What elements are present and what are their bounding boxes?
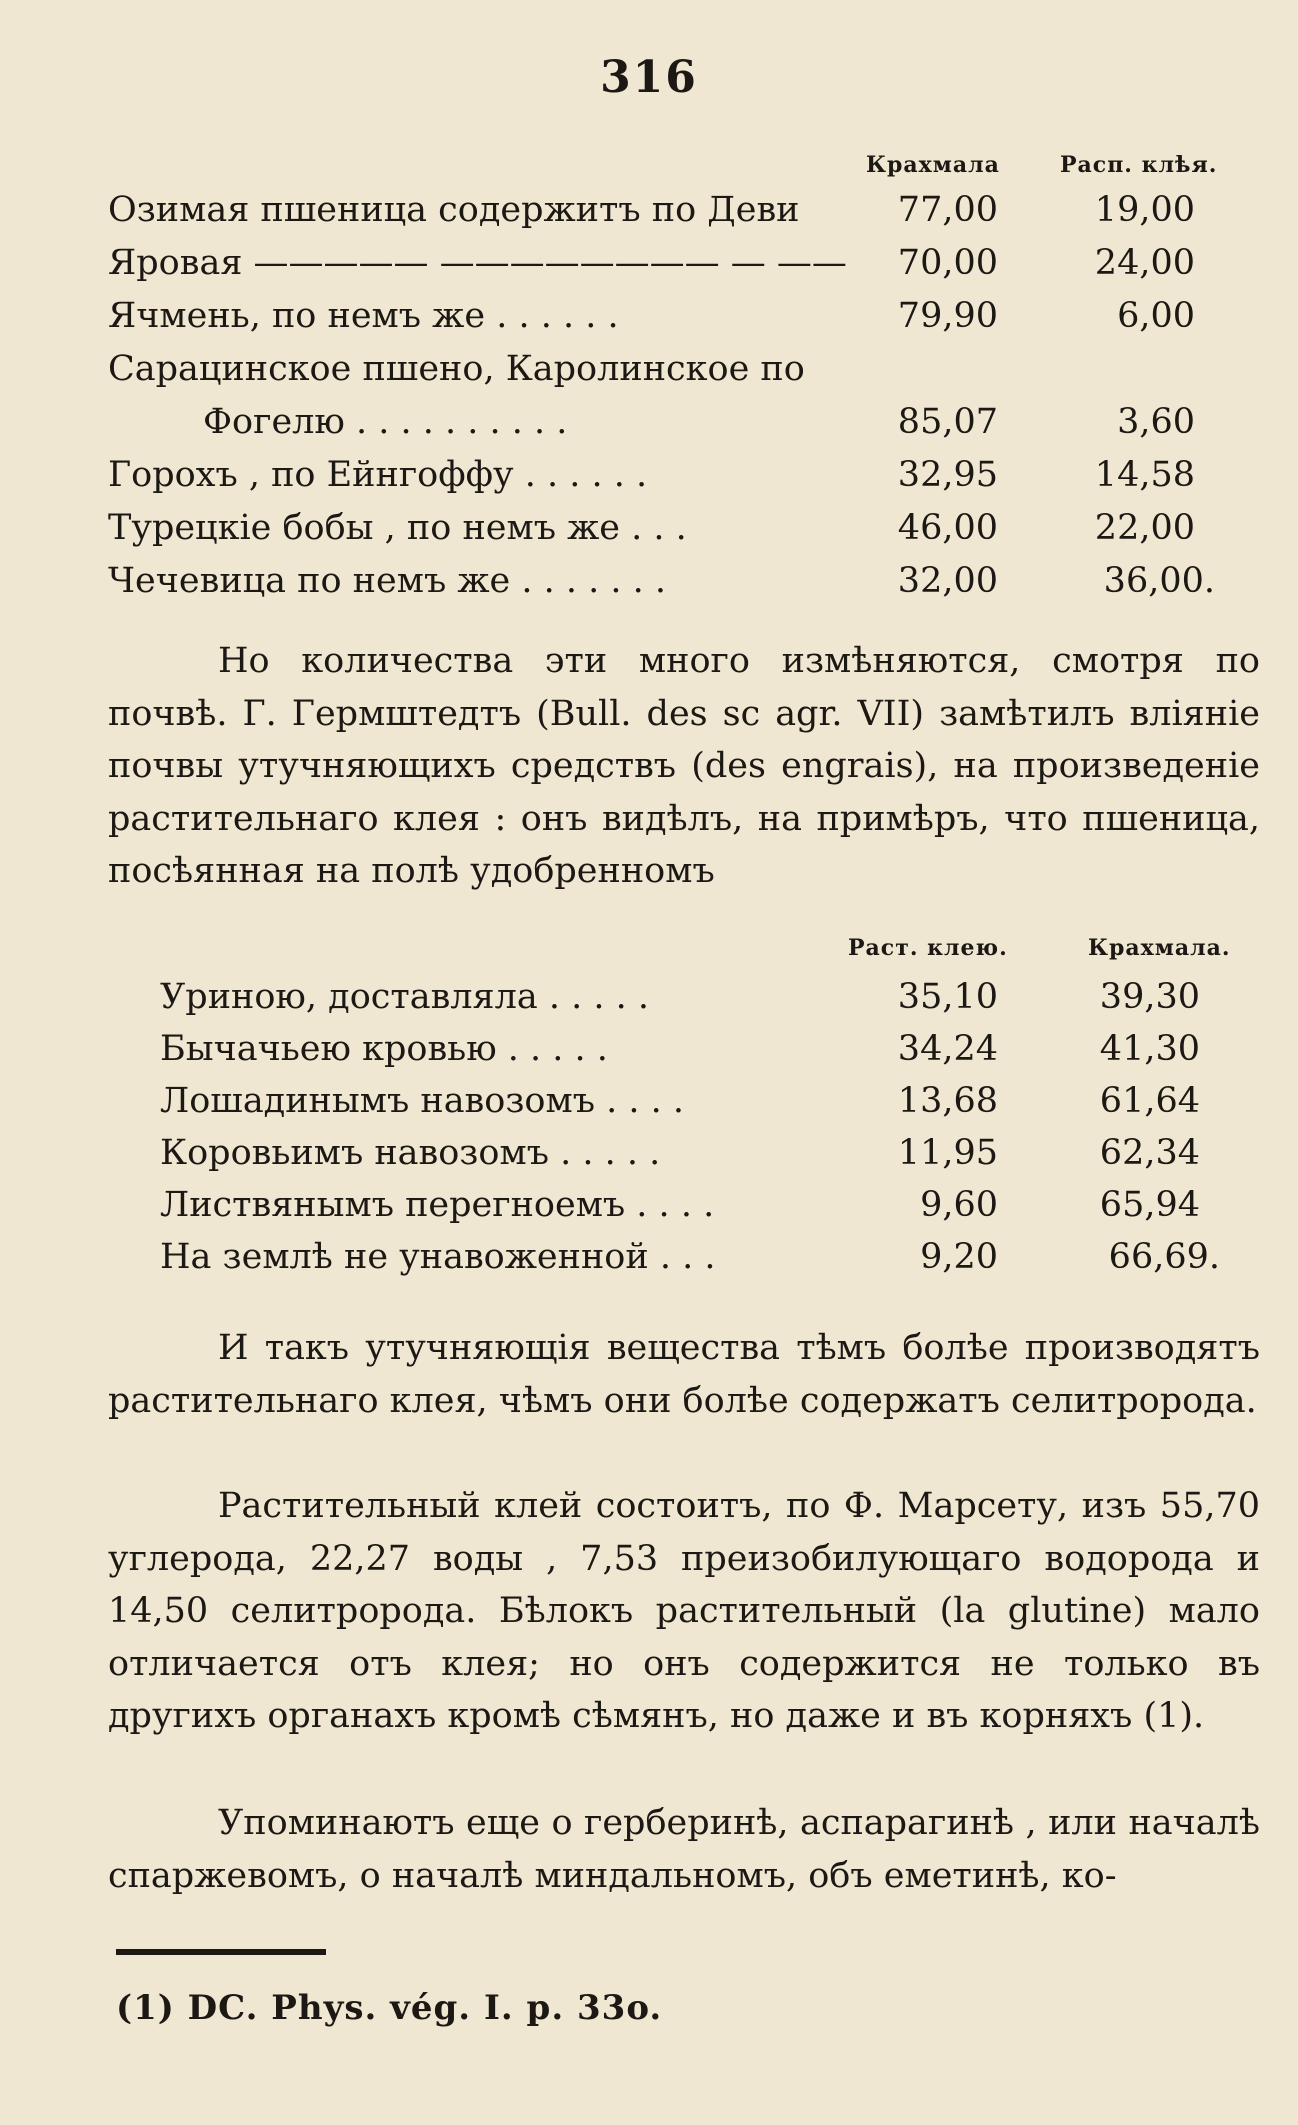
table-row — [108, 349, 1260, 401]
paragraph-text: Но количества эти много измѣняются, смотря по почвѣ. Г. Гермштедтъ (Bull. des sc agr. VII) замѣтилъ вліяніе почвы утучняющихъ средствъ (des engrais), на произведеніе растительнаго клея : онъ видѣлъ, на примѣръ, что пшеница, посѣянная на полѣ удобренномъ — [108, 641, 1260, 891]
starch-value: 46,00 — [897, 508, 998, 548]
starch-value: 79,90 — [897, 296, 998, 336]
gluten-value: 24,00 — [1094, 243, 1195, 283]
row-label: Фогелю . . . . . . . . . . — [203, 402, 568, 442]
gluten-value: 22,00 — [1094, 508, 1195, 548]
paragraph — [108, 1480, 1260, 1743]
gluten-value: 34,24 — [897, 1029, 998, 1069]
table-row — [108, 402, 1260, 454]
composition-table-grains — [108, 140, 1260, 610]
starch-value: 66,69. — [1108, 1237, 1220, 1277]
table2-col1-header: Раст. клею. — [848, 935, 1008, 961]
starch-value: 41,30 — [1099, 1029, 1200, 1069]
table-row — [108, 243, 1260, 295]
paragraph-text: Растительный клей состоитъ, по Ф. Марсету, изъ 55,70 углерода, 22,27 воды , 7,53 преизобилующаго водорода и 14,50 селитророда. Бѣлокъ растительный (la glutine) мало отличается отъ клея; но онъ содержится не только въ другихъ органахъ кромѣ сѣмянъ, но даже и въ корняхъ (1). — [108, 1486, 1260, 1736]
table-row — [108, 561, 1260, 613]
gluten-value: 3,60 — [1117, 402, 1195, 442]
paragraph — [108, 1322, 1260, 1427]
table-row — [108, 1133, 1260, 1185]
row-label: Озимая пшеница содержитъ по Деви — [108, 190, 800, 230]
row-label: Чечевица по немъ же . . . . . . . — [108, 561, 667, 601]
row-label: Яровая ————— ———————— — —— — [108, 243, 847, 283]
page-number: 316 — [600, 52, 698, 103]
table-row — [108, 1029, 1260, 1081]
table-row — [108, 1185, 1260, 1237]
row-label: Уриною, доставляла . . . . . — [160, 977, 649, 1017]
gluten-value: 9,20 — [920, 1237, 998, 1277]
paragraph — [108, 1797, 1260, 1902]
table-row — [108, 1237, 1260, 1289]
starch-value: 85,07 — [897, 402, 998, 442]
row-label: Ячмень, по немъ же . . . . . . — [108, 296, 619, 336]
paragraph — [108, 635, 1260, 898]
paragraph-text: И такъ утучняющія вещества тѣмъ болѣе производятъ растительнаго клея, чѣмъ они болѣе содержатъ селитророда. — [108, 1328, 1260, 1421]
table-row — [108, 508, 1260, 560]
row-label: На землѣ не унавоженной . . . — [160, 1237, 716, 1277]
row-label: Бычачьею кровью . . . . . — [160, 1029, 608, 1069]
gluten-value: 6,00 — [1117, 296, 1195, 336]
table-row — [108, 296, 1260, 348]
table-row — [108, 455, 1260, 507]
gluten-value: 13,68 — [897, 1081, 998, 1121]
footnote: (1) DC. Phys. vég. I. p. 33o. — [116, 1988, 663, 2028]
gluten-value: 35,10 — [897, 977, 998, 1017]
table2-col2-header: Крахмала. — [1088, 935, 1231, 961]
starch-value: 62,34 — [1099, 1133, 1200, 1173]
starch-value: 77,00 — [897, 190, 998, 230]
gluten-value: 36,00. — [1103, 561, 1215, 601]
starch-value: 70,00 — [897, 243, 998, 283]
row-label: Турецкіе бобы , по немъ же . . . — [108, 508, 687, 548]
table1-col1-header: Крахмала — [866, 152, 1000, 178]
starch-value: 32,95 — [897, 455, 998, 495]
table1-col2-header: Расп. клѣя. — [1060, 152, 1218, 178]
gluten-value: 14,58 — [1094, 455, 1195, 495]
composition-table-fertilizers — [108, 935, 1260, 1295]
gluten-value: 11,95 — [897, 1133, 998, 1173]
starch-value: 32,00 — [897, 561, 998, 601]
table-row — [108, 1081, 1260, 1133]
table-row — [108, 190, 1260, 242]
starch-value: 65,94 — [1099, 1185, 1200, 1225]
paragraph-text: Упоминаютъ еще о герберинѣ, аспарагинѣ , или началѣ спаржевомъ, о началѣ миндальномъ, объ еметинѣ, ко- — [108, 1803, 1260, 1896]
starch-value: 61,64 — [1099, 1081, 1200, 1121]
gluten-value: 19,00 — [1094, 190, 1195, 230]
row-label: Горохъ , по Ейнгоффу . . . . . . — [108, 455, 648, 495]
row-label: Коровьимъ навозомъ . . . . . — [160, 1133, 661, 1173]
row-label: Лошадинымъ навозомъ . . . . — [160, 1081, 684, 1121]
row-label: Листвянымъ перегноемъ . . . . — [160, 1185, 715, 1225]
table-row — [108, 977, 1260, 1029]
row-label: Сарацинское пшено, Каролинское по — [108, 349, 805, 389]
footnote-divider — [116, 1949, 326, 1955]
gluten-value: 9,60 — [920, 1185, 998, 1225]
starch-value: 39,30 — [1099, 977, 1200, 1017]
